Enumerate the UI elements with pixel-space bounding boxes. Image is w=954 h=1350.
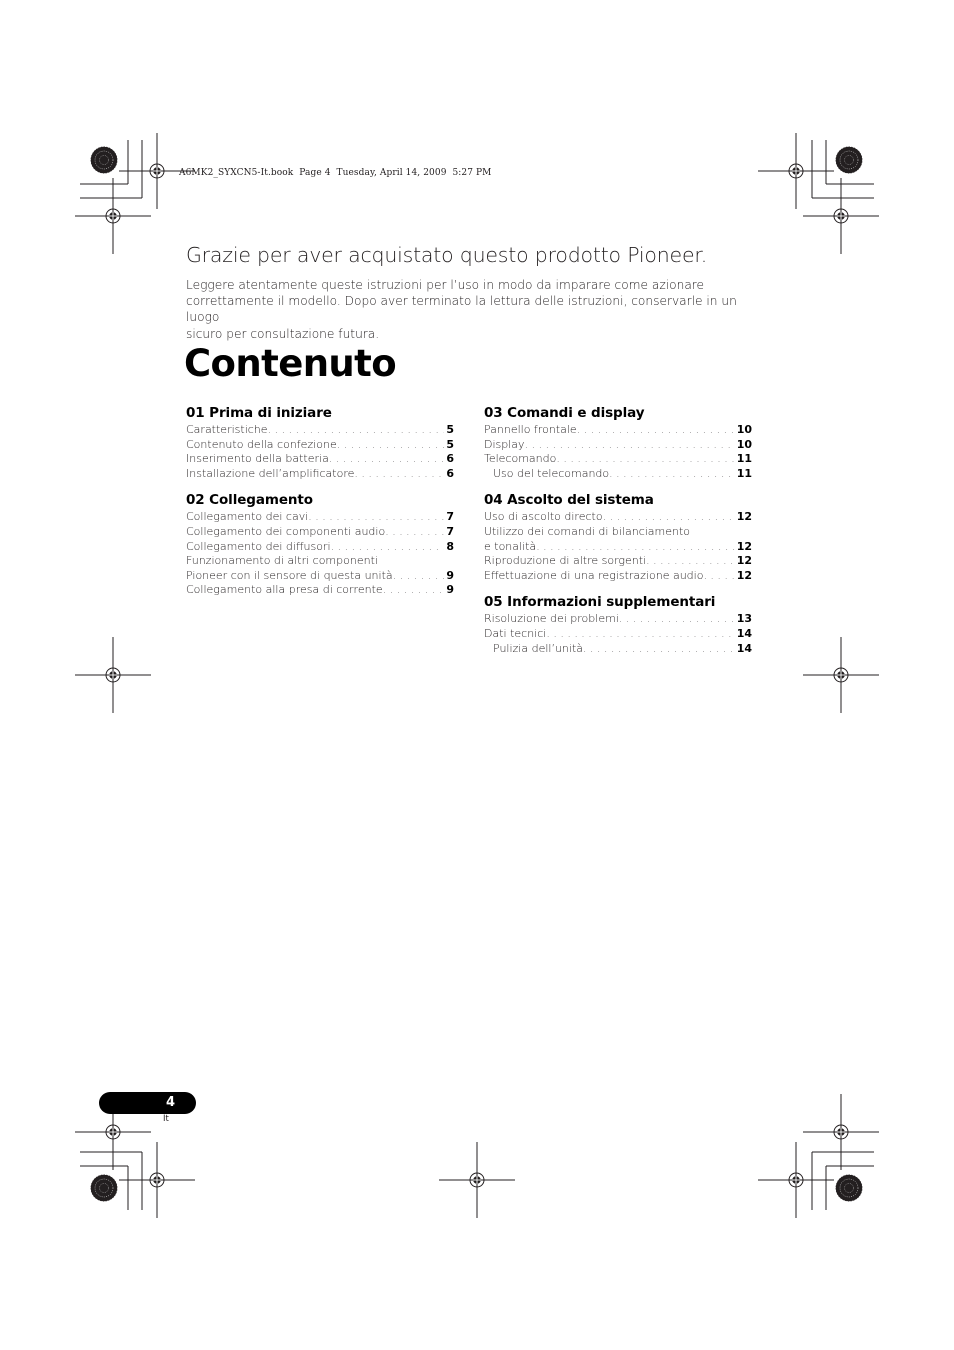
intro-line: Leggere atentamente queste istruzioni per l’uso in modo da imparare come azionare — [186, 278, 705, 292]
toc-entry-page: 7 — [446, 524, 454, 538]
toc-column-right — [484, 404, 752, 666]
toc-entry-label: Riproduzione di altre sorgenti — [484, 554, 647, 568]
reg-mark-bottom-left-b — [119, 1142, 195, 1218]
toc-entry[interactable] — [484, 569, 752, 584]
toc-section-04 — [484, 491, 752, 583]
reg-mark-bottom-right-b — [803, 1094, 879, 1170]
toc-entry-page: 14 — [736, 641, 752, 655]
leader-dots — [556, 452, 734, 467]
reg-mark-mid-right — [803, 637, 879, 713]
toc-entry-label: Effettuazione di una registrazione audio — [484, 568, 704, 582]
leader-dots — [383, 583, 445, 598]
toc-entry-page: 10 — [736, 423, 752, 436]
toc-entry-page: 8 — [446, 539, 454, 553]
intro-line: sicuro per consultazione futura. — [186, 326, 380, 341]
toc-entry-page: 5 — [446, 423, 454, 436]
intro-line: correttamente il modello. Dopo aver terminato la lettura delle istruzioni, conservarle in un luogo — [186, 294, 737, 325]
intro-paragraph — [186, 277, 766, 342]
leader-dots — [354, 467, 444, 482]
toc-entry-label: Collegamento dei componenti audio — [186, 524, 386, 538]
leader-dots — [385, 525, 444, 540]
leader-dots — [525, 438, 735, 453]
leader-dots — [703, 569, 734, 584]
toc-entry-page: 13 — [736, 612, 752, 626]
leader-dots — [603, 510, 735, 525]
toc-section-02 — [186, 491, 454, 598]
leader-dots — [583, 642, 735, 657]
toc-entry[interactable] — [186, 554, 454, 569]
toc-entry[interactable] — [484, 525, 752, 540]
toc-section-01 — [186, 404, 454, 481]
toc-entry[interactable] — [186, 569, 454, 584]
toc-entry-page: 9 — [446, 583, 454, 597]
toc-entry-label: e tonalità — [484, 539, 537, 553]
contents-title: Contenuto — [184, 342, 397, 385]
toc-entry[interactable] — [186, 438, 454, 453]
toc-entry-page: 6 — [446, 466, 454, 480]
toc-entry-label: Pannello frontale — [484, 423, 577, 436]
leader-dots — [646, 554, 735, 569]
toc-entry[interactable] — [186, 452, 454, 467]
toc-entry[interactable] — [484, 438, 752, 453]
toc-section-heading: 05 Informazioni supplementari — [484, 594, 716, 611]
toc-entry-page: 5 — [446, 437, 454, 451]
reg-mark-top-right-b — [803, 178, 879, 254]
toc-entry-page: 12 — [736, 554, 752, 568]
toc-entry[interactable] — [186, 423, 454, 438]
reg-mark-bottom-right-a — [758, 1142, 834, 1218]
toc-entry-label: Collegamento dei cavi — [186, 510, 309, 524]
leader-dots — [536, 540, 735, 555]
toc-entry[interactable] — [484, 452, 752, 467]
leader-dots — [546, 627, 734, 642]
toc-entry-page: 7 — [446, 510, 454, 524]
toc-entry-label: Contenuto della confezione — [186, 437, 337, 451]
leader-dots — [331, 540, 445, 555]
leader-dots — [268, 423, 445, 438]
toc-entry-label: Dati tecnici — [484, 626, 547, 640]
toc-entry-label: Funzionamento di altri componenti — [186, 554, 378, 568]
star-target-bottom-left — [91, 1175, 118, 1202]
toc-entry-label: Collegamento dei diffusori — [186, 539, 331, 553]
reg-mark-mid-left — [75, 637, 151, 713]
toc-entry-label: Display — [484, 437, 525, 451]
toc-column-left — [186, 404, 454, 608]
toc-section-heading: 01 Prima di iniziare — [186, 405, 332, 421]
intro-title: Grazie per aver acquistato questo prodotto Pioneer. — [186, 243, 708, 267]
toc-entry-label: Pulizia dell’unità — [493, 641, 584, 655]
toc-entry-label: Uso di ascolto directo — [484, 510, 603, 524]
reg-mark-top-left-b — [75, 178, 151, 254]
toc-entry-page: 12 — [736, 539, 752, 553]
star-target-top-left — [91, 147, 118, 174]
toc-subentry[interactable] — [484, 467, 752, 482]
toc-entry[interactable] — [484, 540, 752, 555]
toc-entry-label: Installazione dell’amplificatore — [186, 466, 355, 480]
book-file-info: A6MK2_SYXCN5-It.book Page 4 Tuesday, April 14, 2009 5:27 PM — [179, 168, 492, 178]
toc-entry[interactable] — [484, 612, 752, 627]
toc-entry-label: Utilizzo dei comandi di bilanciamento — [484, 524, 691, 538]
toc-entry-label: Caratteristiche — [186, 423, 268, 436]
toc-entry-page: 9 — [446, 568, 454, 582]
toc-entry[interactable] — [484, 510, 752, 525]
toc-entry[interactable] — [186, 467, 454, 482]
toc-entry[interactable] — [186, 540, 454, 555]
toc-entry-label: Risoluzione dei problemi — [484, 612, 619, 626]
toc-entry-page: 12 — [736, 510, 752, 524]
toc-subentry[interactable] — [484, 642, 752, 657]
toc-entry[interactable] — [186, 525, 454, 540]
toc-entry-page: 10 — [736, 437, 752, 451]
toc-section-05 — [484, 593, 752, 656]
toc-section-heading: 03 Comandi e display — [484, 405, 645, 421]
leader-dots — [329, 452, 445, 467]
toc-entry-page: 12 — [736, 568, 752, 582]
language-code: It — [163, 1114, 169, 1124]
toc-section-heading: 04 Ascolto del sistema — [484, 492, 654, 509]
reg-mark-bottom-center — [439, 1142, 515, 1218]
star-target-bottom-right — [836, 1175, 863, 1202]
toc-section-03 — [484, 404, 752, 481]
page-number: 4 — [165, 1095, 175, 1110]
toc-entry-label: Uso del telecomando — [493, 466, 610, 480]
leader-dots — [393, 569, 445, 584]
toc-entry[interactable] — [484, 627, 752, 642]
leader-dots — [577, 423, 735, 438]
toc-entry[interactable] — [484, 423, 752, 438]
leader-dots — [619, 612, 735, 627]
toc-entry-label: Collegamento alla presa di corrente — [186, 583, 383, 597]
toc-entry-page: 11 — [736, 452, 752, 466]
leader-dots — [609, 467, 735, 482]
toc-entry-page: 6 — [446, 452, 454, 466]
toc-entry[interactable] — [186, 583, 454, 598]
toc-section-heading: 02 Collegamento — [186, 492, 313, 509]
toc-entry[interactable] — [186, 510, 454, 525]
toc-entry-label: Telecomando — [484, 452, 557, 466]
toc-entry-label: Inserimento della batteria — [186, 452, 329, 466]
toc-entry[interactable] — [484, 554, 752, 569]
leader-dots — [308, 510, 444, 525]
leader-dots — [337, 438, 445, 453]
toc-entry-page: 14 — [736, 626, 752, 640]
toc-entry-label: Pioneer con il sensore di questa unità — [186, 568, 393, 582]
toc-entry-page: 11 — [736, 466, 752, 480]
star-target-top-right — [836, 147, 863, 174]
